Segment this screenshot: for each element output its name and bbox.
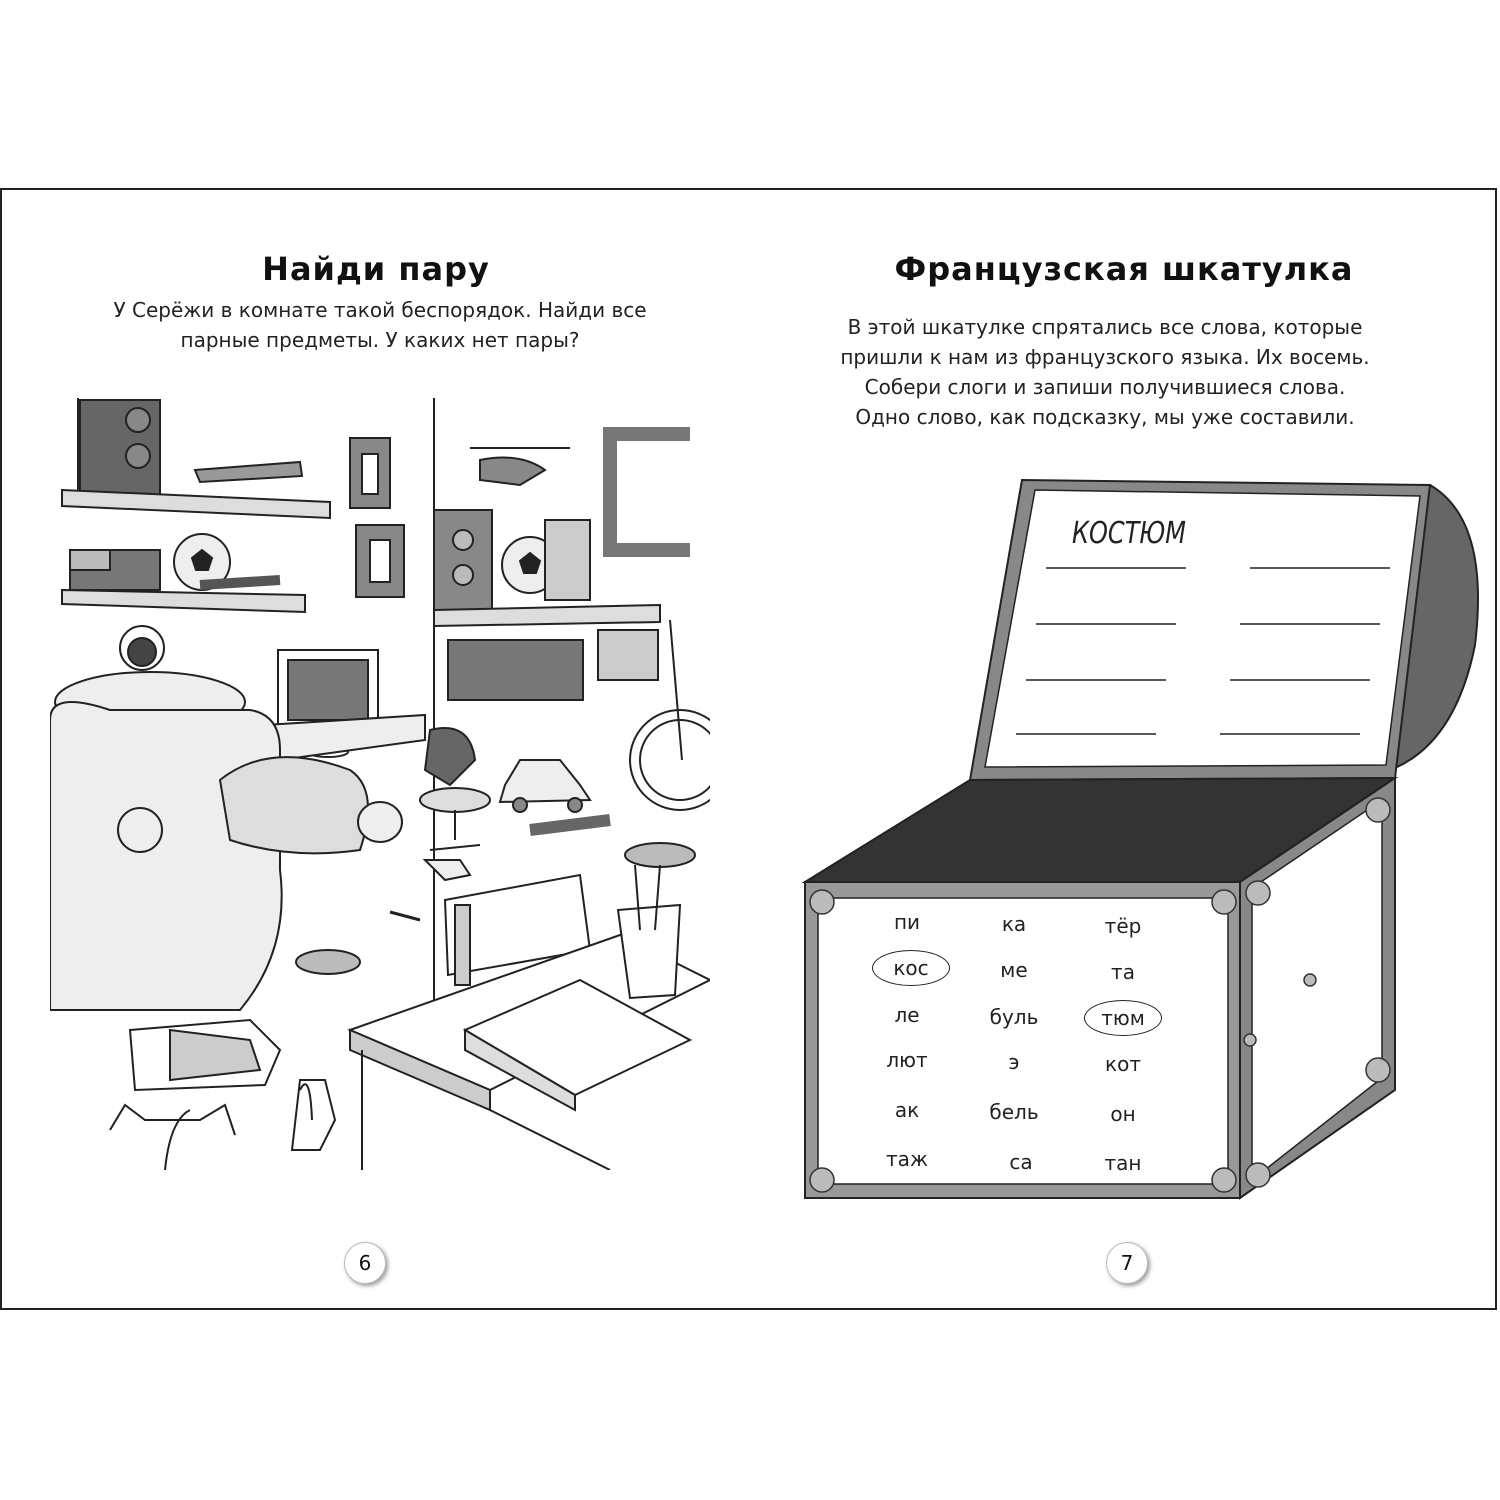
syllable: лют: [886, 1048, 928, 1072]
right-page-text-line1: В этой шкатулке спрятались все слова, которые: [847, 315, 1363, 339]
syllable-circled: кос: [872, 950, 950, 986]
page-number-left: 6: [344, 1242, 386, 1284]
left-page-title: Найди пару: [262, 250, 490, 288]
syllable: ме: [1000, 958, 1028, 982]
left-page-text-line2: парные предметы. У каких нет пары?: [180, 328, 580, 352]
syllable: та: [1111, 960, 1135, 984]
syllable: буль: [989, 1005, 1039, 1029]
syllable: бель: [989, 1100, 1039, 1124]
sample-word: КОСТЮМ: [1072, 516, 1186, 551]
messy-room-illustration: [50, 390, 710, 1170]
treasure-chest-illustration: [750, 190, 1498, 1312]
syllable: тёр: [1104, 914, 1142, 938]
page-number-right: 7: [1106, 1242, 1148, 1284]
syllable: тан: [1104, 1151, 1142, 1175]
right-page: [750, 190, 1498, 1308]
syllable: ле: [894, 1003, 920, 1027]
book-spread: [0, 188, 1497, 1310]
syllable: ак: [894, 1098, 920, 1122]
syllable: таж: [886, 1147, 928, 1171]
right-page-title: Французская шкатулка: [894, 250, 1354, 288]
left-page-text-line1: У Серёжи в комнате такой беспорядок. Найди все: [113, 298, 647, 322]
syllable: са: [1009, 1150, 1033, 1174]
syllable-circled: тюм: [1084, 1000, 1162, 1036]
syllable: кот: [1105, 1052, 1141, 1076]
syllable: он: [1110, 1102, 1136, 1126]
syllable: пи: [893, 910, 921, 934]
right-page-text-line2: пришли к нам из французского языка. Их восемь.: [840, 345, 1370, 369]
syllable: ка: [1001, 912, 1027, 936]
right-page-text-line3: Собери слоги и запиши получившиеся слова.: [864, 375, 1346, 399]
right-page-text-line4: Одно слово, как подсказку, мы уже составили.: [855, 405, 1355, 429]
syllable: э: [1008, 1050, 1020, 1074]
left-page: [2, 190, 750, 1308]
